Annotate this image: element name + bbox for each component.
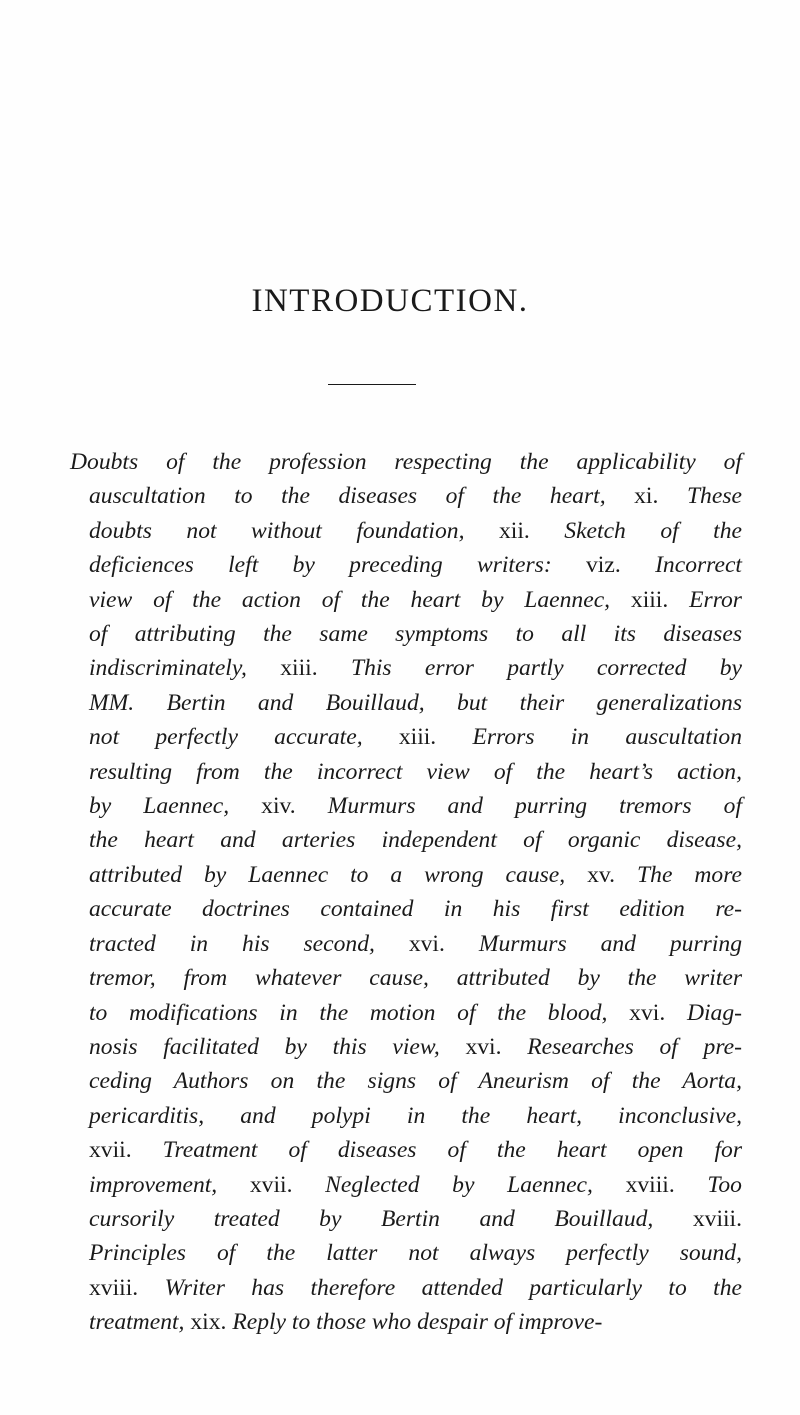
summary-text: indiscriminately, xyxy=(89,655,247,682)
page-reference: xvi. xyxy=(607,999,687,1026)
title-rule xyxy=(328,384,416,385)
summary-text: pericarditis, and polypi in the heart, inconclusive, xyxy=(89,1102,742,1129)
page-reference: viz. xyxy=(551,552,656,579)
summary-line xyxy=(89,1271,742,1305)
summary-text: Neglected by Laennec, xyxy=(325,1171,593,1198)
summary-line xyxy=(89,1168,742,1202)
summary-line xyxy=(89,1133,742,1167)
page-reference: xiii. xyxy=(246,655,351,682)
summary-line xyxy=(89,514,742,548)
summary-text: Researches of pre- xyxy=(527,1033,742,1060)
summary-text: nosis facilitated by this view, xyxy=(89,1033,440,1060)
summary-text: This error partly corrected by xyxy=(350,655,742,682)
chapter-summary xyxy=(70,445,742,1340)
summary-text: by Laennec, xyxy=(89,793,230,820)
summary-text: Diag- xyxy=(686,999,742,1026)
summary-text: Murmurs and purring tremors of xyxy=(327,793,742,820)
page-reference: xv. xyxy=(565,861,638,888)
page-reference: xiii. xyxy=(610,586,690,613)
page-reference: xiv. xyxy=(229,793,328,820)
summary-line xyxy=(89,720,742,754)
summary-line xyxy=(89,892,742,926)
summary-text: of attributing the same symptoms to all its diseases xyxy=(89,621,742,648)
summary-line xyxy=(89,686,742,720)
summary-text: treatment, xyxy=(89,1309,185,1336)
summary-line xyxy=(89,1305,742,1339)
summary-line xyxy=(89,479,742,513)
summary-line xyxy=(89,1099,742,1133)
page-reference: xi. xyxy=(605,483,687,510)
summary-line xyxy=(89,858,742,892)
summary-text: ceding Authors on the signs of Aneurism of the Aorta, xyxy=(89,1068,742,1095)
summary-text: Principles of the latter not always perfectly sound, xyxy=(89,1240,742,1267)
summary-line xyxy=(89,1202,742,1236)
summary-text: Reply to those who despair of improve- xyxy=(232,1309,603,1336)
summary-line xyxy=(89,583,742,617)
page-reference: xii. xyxy=(464,517,565,544)
summary-line xyxy=(89,617,742,651)
page-reference: xviii. xyxy=(592,1171,708,1198)
summary-text: tremor, from whatever cause, attributed by the writer xyxy=(89,965,742,992)
page-reference: xviii. xyxy=(89,1274,165,1301)
summary-line xyxy=(89,996,742,1030)
summary-line xyxy=(89,651,742,685)
page-reference: xvi. xyxy=(374,930,479,957)
summary-text: attributed by Laennec to a wrong cause, xyxy=(89,861,566,888)
page-reference: xviii. xyxy=(653,1205,743,1232)
summary-text: MM. Bertin and Bouillaud, but their generalizations xyxy=(89,689,742,716)
summary-line xyxy=(89,1236,742,1270)
page-reference: xvii. xyxy=(217,1171,326,1198)
summary-line xyxy=(70,445,742,479)
summary-text: Doubts of the profession respecting the applicability of xyxy=(70,449,742,475)
summary-text: These xyxy=(686,483,742,510)
summary-text: tracted in his second, xyxy=(89,930,375,957)
summary-line xyxy=(89,1030,742,1064)
summary-text: auscultation to the diseases of the heart, xyxy=(89,483,606,510)
summary-text: Treatment of diseases of the heart open for xyxy=(162,1137,742,1164)
summary-text: Errors in auscultation xyxy=(472,724,742,751)
page-title: INTRODUCTION. xyxy=(251,283,529,319)
summary-text: accurate doctrines contained in his first edition re- xyxy=(89,896,742,923)
summary-text: resulting from the incorrect view of the heart’s action, xyxy=(89,758,742,785)
summary-text: Murmurs and purring xyxy=(478,930,742,957)
summary-text: doubts not without foundation, xyxy=(89,517,465,544)
page-reference: xix. xyxy=(184,1309,233,1336)
summary-text: view of the action of the heart by Laennec, xyxy=(89,586,611,613)
summary-text: to modifications in the motion of the blood, xyxy=(89,999,608,1026)
summary-line xyxy=(89,927,742,961)
summary-line xyxy=(89,961,742,995)
summary-text: Error xyxy=(689,586,742,613)
summary-text: The more xyxy=(637,861,743,888)
summary-text: not perfectly accurate, xyxy=(89,724,363,751)
page-reference: xiii. xyxy=(362,724,473,751)
page-reference: xvi. xyxy=(439,1033,528,1060)
summary-line xyxy=(89,789,742,823)
summary-text: Sketch of the xyxy=(564,517,743,544)
summary-line xyxy=(89,823,742,857)
summary-line xyxy=(89,755,742,789)
summary-line xyxy=(89,548,742,582)
summary-text: the heart and arteries independent of organic disease, xyxy=(89,827,742,854)
summary-text: cursorily treated by Bertin and Bouillaud, xyxy=(89,1205,654,1232)
summary-text: improvement, xyxy=(89,1171,218,1198)
page-reference: xvii. xyxy=(89,1137,163,1164)
summary-text: deficiences left by preceding writers: xyxy=(89,552,552,579)
summary-line xyxy=(89,1064,742,1098)
summary-text: Writer has therefore attended particularly to the xyxy=(164,1274,742,1301)
summary-text: Too xyxy=(707,1171,742,1198)
summary-text: Incorrect xyxy=(655,552,742,579)
